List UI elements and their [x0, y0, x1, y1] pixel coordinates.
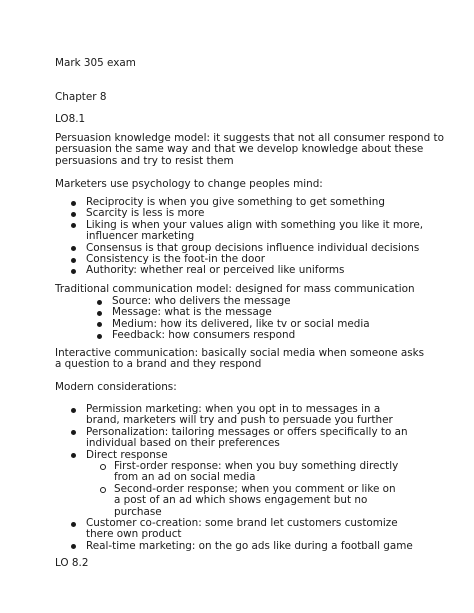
list-item: Reciprocity is when you give something to get something: [68, 197, 428, 208]
list-item: Real-time marketing: on the go ads like during a football game: [68, 541, 413, 552]
list-item: Medium: how its delivered, like tv or social media: [94, 319, 424, 330]
list-item: Source: who delivers the message: [94, 296, 424, 307]
list-item: Feedback: how consumers respond: [94, 330, 424, 341]
list-item: Consistency is the foot-in the door: [68, 254, 428, 265]
list-item: Liking is when your values align with something you like it more, influencer marketing: [68, 220, 428, 243]
list-item: Scarcity is less is more: [68, 208, 428, 219]
interactive-communication-paragraph: Interactive communication: basically social media when someone asks a question to a brand and they respond: [55, 347, 425, 371]
modern-considerations-intro: Modern considerations:: [55, 381, 177, 393]
direct-response-sublist: [99, 461, 399, 518]
list-item: Consensus is that group decisions influence individual decisions: [68, 243, 428, 254]
psychology-list: [68, 197, 428, 277]
traditional-model-intro: Traditional communication model: designed for mass communication: [55, 283, 415, 295]
list-item: Message: what is the message: [94, 307, 424, 318]
chapter-heading: Chapter 8: [55, 91, 107, 103]
persuasion-knowledge-paragraph: Persuasion knowledge model: it suggests that not all consumer respond to persuasion the same way and that we develop knowledge about these persuasions and try to resist them: [55, 132, 444, 167]
sub-list-item: First-order response: when you buy something directly from an ad on social media: [99, 461, 399, 484]
sub-list-item: Second-order response; when you comment or like on a post of an ad which shows engagement but no purchase: [99, 484, 399, 518]
list-item: Authority: whether real or perceived like uniforms: [68, 265, 428, 276]
list-item-label: Direct response: [86, 448, 168, 461]
modern-considerations-list: [68, 404, 413, 552]
traditional-model-list: [94, 296, 424, 342]
list-item: Personalization: tailoring messages or offers specifically to an individual based on their preferences: [68, 427, 413, 450]
psychology-intro: Marketers use psychology to change peoples mind:: [55, 178, 323, 190]
list-item: Customer co-creation: some brand let customers customize there own product: [68, 518, 413, 541]
lo-8-2-heading: LO 8.2: [55, 557, 89, 569]
lo-8-1-heading: LO8.1: [55, 113, 86, 125]
document-title: Mark 305 exam: [55, 57, 136, 69]
list-item: [68, 450, 413, 518]
list-item: Permission marketing: when you opt in to messages in a brand, marketers will try and push to persuade you further: [68, 404, 413, 427]
